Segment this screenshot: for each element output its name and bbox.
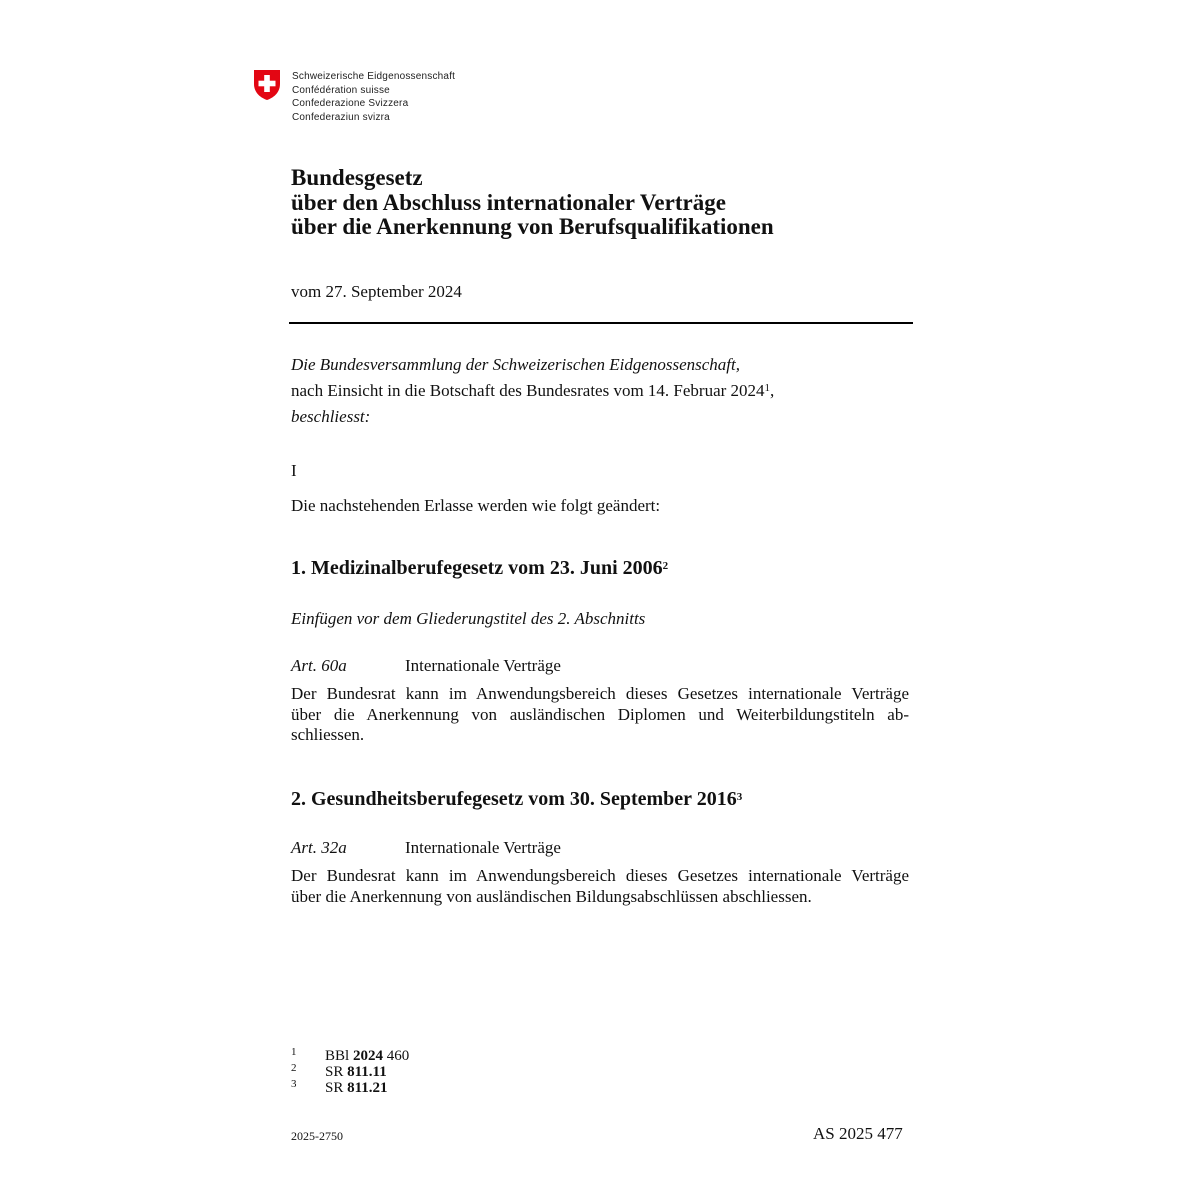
article-text	[291, 684, 909, 746]
enactment-date: vom 27. September 2024	[291, 282, 462, 301]
intro-text: Die nachstehenden Erlasse werden wie folgt geändert:	[291, 496, 661, 515]
preamble-comma: ,	[770, 381, 775, 400]
footnote-ref-1[interactable]: 1	[764, 382, 771, 394]
title-line: über die Anerkennung von Berufsqualifikationen	[291, 214, 774, 239]
article-text-line: über die Anerkennung von ausländischen Bildungsabschlüssen abschliessen.	[291, 886, 812, 906]
issuer-line-fr: Confédération suisse	[292, 84, 390, 96]
preamble-resolves: beschliesst:	[291, 407, 371, 426]
issuer-line-rm: Confederaziun svizra	[292, 111, 390, 123]
divider-rule	[289, 322, 913, 324]
footnote-number: 3	[291, 1078, 297, 1090]
amendment-heading-2	[291, 788, 742, 811]
footnote-prefix: SR	[325, 1064, 344, 1080]
footnote-bold: 2024	[352, 1048, 383, 1064]
article-number: Art. 32a	[291, 838, 347, 857]
issuer-block	[292, 70, 455, 124]
footnote-number: 1	[291, 1046, 297, 1058]
document-number: 2025-2750	[291, 1129, 343, 1143]
footnote-ref-2[interactable]: 2	[662, 560, 669, 572]
article-text	[291, 866, 909, 907]
document-title	[291, 166, 774, 240]
amendment-heading-text: 2. Gesundheitsberufegesetz vom 30. September 2016	[291, 788, 737, 810]
footnote-suffix: 460	[386, 1048, 410, 1064]
article-text-line: Der Bundesrat kann im Anwendungsbereich dieses Gesetzes internationale Verträge	[291, 866, 909, 885]
article-title: Internationale Verträge	[405, 838, 561, 857]
article-title: Internationale Verträge	[405, 656, 561, 675]
footnote-bold: 811.11	[347, 1064, 387, 1080]
footnote-prefix: SR	[325, 1080, 344, 1096]
footnote-text	[325, 1064, 387, 1080]
issuer-line-de: Schweizerische Eidgenossenschaft	[292, 71, 456, 82]
footnote-text	[325, 1048, 409, 1064]
preamble-reference	[291, 378, 774, 404]
footnote-text	[325, 1080, 388, 1096]
amendment-instruction: Einfügen vor dem Gliederungstitel des 2. Abschnitts	[291, 609, 646, 628]
article-text-line: schliessen.	[291, 725, 365, 744]
amendment-heading-1	[291, 557, 668, 580]
amendment-heading-text: 1. Medizinalberufegesetz vom 23. Juni 2006	[291, 557, 663, 579]
issuer-line-it: Confederazione Svizzera	[292, 98, 409, 109]
preamble	[291, 352, 774, 430]
footnote-number: 2	[291, 1062, 297, 1074]
footnote-bold: 811.21	[347, 1080, 388, 1096]
official-compilation-reference: AS 2025 477	[813, 1124, 903, 1143]
swiss-coat-of-arms-icon	[253, 69, 281, 101]
article-number: Art. 60a	[291, 656, 347, 675]
article-text-line: über die Anerkennung von ausländischen Diplomen und Weiterbildungstiteln ab-	[291, 704, 909, 724]
title-line: über den Abschluss internationaler Verträge	[291, 189, 726, 215]
preamble-assembly: Die Bundesversammlung der Schweizerischen Eidgenossenschaft,	[291, 355, 740, 374]
title-line: Bundesgesetz	[291, 165, 423, 190]
article-text-line: Der Bundesrat kann im Anwendungsbereich dieses Gesetzes internationale Verträge	[291, 684, 909, 703]
footnote-ref-3[interactable]: 3	[736, 791, 743, 803]
preamble-reference-text: nach Einsicht in die Botschaft des Bundesrates vom 14. Februar 2024	[291, 381, 765, 400]
section-number: I	[291, 461, 297, 480]
footnote-prefix: BBl	[325, 1048, 350, 1064]
